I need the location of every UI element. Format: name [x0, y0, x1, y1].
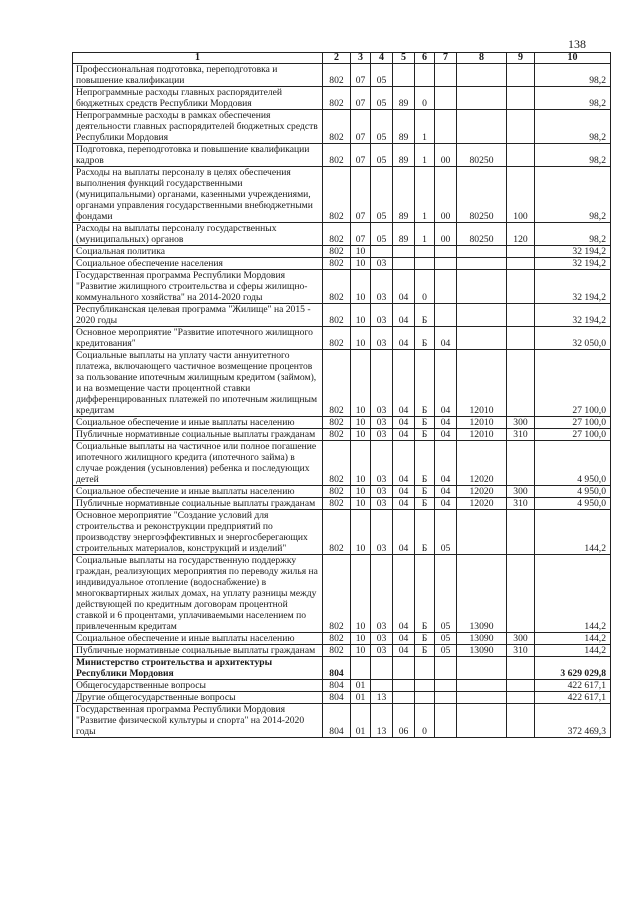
- amount: 144,2: [535, 510, 611, 555]
- page-number: 138: [568, 37, 586, 51]
- code-section: 10: [351, 258, 371, 270]
- header-cell: 10: [535, 53, 611, 64]
- code-subprogram: 1: [415, 223, 435, 246]
- code-direction: 80250: [457, 144, 507, 167]
- code-expense-type: 100: [507, 167, 535, 223]
- code-subprogram: Б: [415, 441, 435, 486]
- code-measure: 05: [435, 510, 457, 555]
- code-admin: 802: [323, 223, 351, 246]
- amount: 32 194,2: [535, 270, 611, 304]
- code-expense-type: [507, 246, 535, 258]
- code-expense-type: [507, 258, 535, 270]
- code-program: 04: [393, 498, 415, 510]
- code-subprogram: [415, 692, 435, 704]
- code-measure: [435, 692, 457, 704]
- row-name: Публичные нормативные социальные выплаты гражданам: [73, 645, 323, 657]
- code-measure: [435, 110, 457, 144]
- code-expense-type: 120: [507, 223, 535, 246]
- code-program: 89: [393, 87, 415, 110]
- code-admin: 802: [323, 258, 351, 270]
- row-name: Публичные нормативные социальные выплаты гражданам: [73, 498, 323, 510]
- code-subprogram: Б: [415, 304, 435, 327]
- code-measure: 04: [435, 498, 457, 510]
- code-program: [393, 680, 415, 692]
- code-subsection: 03: [371, 510, 393, 555]
- code-admin: 802: [323, 510, 351, 555]
- amount: 27 100,0: [535, 429, 611, 441]
- code-direction: 80250: [457, 223, 507, 246]
- amount: 372 469,3: [535, 704, 611, 738]
- table-row: [73, 144, 611, 167]
- amount: 98,2: [535, 144, 611, 167]
- row-name: Социальные выплаты на государственную поддержку граждан, реализующих мероприятия по переводу жилья на индивидуальное отопление (водоснабжение) в многоквартирных жилых домах, на уплату разницы между действующей по кредитным договорам процентной ставкой и 6 процентами, уплачиваемыми населением по привлеченным кредитам: [73, 555, 323, 633]
- row-name: Государственная программа Республики Мордовия "Развитие физической культуры и спорта" на 2014-2020 годы: [73, 704, 323, 738]
- table-row: [73, 304, 611, 327]
- code-program: 06: [393, 704, 415, 738]
- amount: 144,2: [535, 555, 611, 633]
- code-admin: 802: [323, 167, 351, 223]
- table-row: [73, 246, 611, 258]
- code-direction: [457, 87, 507, 110]
- code-subprogram: Б: [415, 417, 435, 429]
- amount: 98,2: [535, 167, 611, 223]
- table-row: [73, 223, 611, 246]
- table-row: [73, 350, 611, 417]
- code-measure: 04: [435, 327, 457, 350]
- amount: 27 100,0: [535, 350, 611, 417]
- code-direction: 80250: [457, 167, 507, 223]
- code-admin: 802: [323, 417, 351, 429]
- code-expense-type: [507, 64, 535, 87]
- code-subsection: 03: [371, 327, 393, 350]
- code-section: 01: [351, 680, 371, 692]
- code-measure: 05: [435, 645, 457, 657]
- amount: 422 617,1: [535, 692, 611, 704]
- code-measure: [435, 304, 457, 327]
- code-admin: 802: [323, 350, 351, 417]
- code-section: 01: [351, 704, 371, 738]
- code-section: 07: [351, 110, 371, 144]
- code-section: 10: [351, 633, 371, 645]
- code-measure: [435, 657, 457, 680]
- code-program: [393, 657, 415, 680]
- code-direction: [457, 304, 507, 327]
- amount: 98,2: [535, 87, 611, 110]
- code-subsection: [371, 657, 393, 680]
- code-direction: [457, 327, 507, 350]
- code-direction: [457, 704, 507, 738]
- code-direction: [457, 657, 507, 680]
- code-subprogram: 0: [415, 270, 435, 304]
- code-direction: 13090: [457, 645, 507, 657]
- row-name: Расходы на выплаты персоналу в целях обеспечения выполнения функций государственными (муниципальными) органами, казенными учреждениями, органами управления государственными внебюджетными фондами: [73, 167, 323, 223]
- row-name: Социальное обеспечение и иные выплаты населению: [73, 417, 323, 429]
- code-program: 04: [393, 304, 415, 327]
- code-admin: 802: [323, 87, 351, 110]
- row-name: Основное мероприятие "Развитие ипотечного жилищного кредитования": [73, 327, 323, 350]
- amount: 32 194,2: [535, 246, 611, 258]
- table-row: [73, 167, 611, 223]
- code-admin: 804: [323, 692, 351, 704]
- code-admin: 802: [323, 144, 351, 167]
- code-subsection: 03: [371, 350, 393, 417]
- code-program: 04: [393, 441, 415, 486]
- code-subsection: 03: [371, 486, 393, 498]
- amount: 98,2: [535, 64, 611, 87]
- code-program: [393, 64, 415, 87]
- code-admin: 804: [323, 680, 351, 692]
- code-expense-type: [507, 350, 535, 417]
- code-direction: 12020: [457, 441, 507, 486]
- row-name: Республиканская целевая программа "Жилище" на 2015 - 2020 годы: [73, 304, 323, 327]
- code-program: 89: [393, 110, 415, 144]
- code-expense-type: [507, 441, 535, 486]
- code-measure: [435, 680, 457, 692]
- code-measure: [435, 64, 457, 87]
- header-cell: 2: [323, 53, 351, 64]
- code-direction: 12020: [457, 498, 507, 510]
- code-direction: [457, 246, 507, 258]
- code-admin: 802: [323, 270, 351, 304]
- code-program: 89: [393, 167, 415, 223]
- row-name: Социальные выплаты на уплату части аннуитетного платежа, включающего частичное возмещение процентов за пользование ипотечным жилищным кредитом (займом), и на возмещение части процентной ставки дифференцированных платежей по ипотечным жилищным кредитам: [73, 350, 323, 417]
- code-section: 10: [351, 417, 371, 429]
- code-section: 07: [351, 144, 371, 167]
- code-admin: 802: [323, 246, 351, 258]
- code-program: [393, 258, 415, 270]
- code-expense-type: [507, 704, 535, 738]
- table-row: [73, 510, 611, 555]
- code-program: 89: [393, 144, 415, 167]
- code-subsection: 03: [371, 633, 393, 645]
- row-name: Публичные нормативные социальные выплаты гражданам: [73, 429, 323, 441]
- row-name: Непрограммные расходы в рамках обеспечения деятельности главных распорядителей бюджетных средств Республики Мордовия: [73, 110, 323, 144]
- code-measure: 04: [435, 486, 457, 498]
- budget-table: [72, 52, 611, 738]
- code-subsection: 03: [371, 304, 393, 327]
- code-direction: [457, 680, 507, 692]
- code-program: 04: [393, 429, 415, 441]
- code-subsection: 05: [371, 223, 393, 246]
- code-section: 07: [351, 87, 371, 110]
- amount: 98,2: [535, 110, 611, 144]
- code-program: 04: [393, 417, 415, 429]
- table-row: [73, 498, 611, 510]
- row-name: Социальная политика: [73, 246, 323, 258]
- code-section: 10: [351, 555, 371, 633]
- table-row: [73, 692, 611, 704]
- code-expense-type: [507, 304, 535, 327]
- code-admin: 802: [323, 486, 351, 498]
- amount: 98,2: [535, 223, 611, 246]
- code-subsection: 03: [371, 417, 393, 429]
- code-admin: 802: [323, 441, 351, 486]
- code-expense-type: 310: [507, 429, 535, 441]
- code-subsection: 13: [371, 692, 393, 704]
- code-measure: 00: [435, 144, 457, 167]
- code-section: 07: [351, 223, 371, 246]
- code-subprogram: 1: [415, 167, 435, 223]
- row-name: Расходы на выплаты персоналу государственных (муниципальных) органов: [73, 223, 323, 246]
- code-direction: [457, 510, 507, 555]
- code-measure: [435, 704, 457, 738]
- code-expense-type: [507, 692, 535, 704]
- code-program: 04: [393, 555, 415, 633]
- code-section: 10: [351, 304, 371, 327]
- header-cell: 4: [371, 53, 393, 64]
- row-name: Государственная программа Республики Мордовия "Развитие жилищного строительства и сферы жилищно-коммунального хозяйства" на 2014-2020 годы: [73, 270, 323, 304]
- code-subprogram: Б: [415, 633, 435, 645]
- amount: 32 194,2: [535, 258, 611, 270]
- row-name: Основное мероприятие "Создание условий для строительства и реконструкции предприятий по производству энергоэффективных и энергосберегающих строительных материалов, конструкций и изделий": [73, 510, 323, 555]
- row-name: Социальное обеспечение и иные выплаты населению: [73, 633, 323, 645]
- code-section: 10: [351, 429, 371, 441]
- row-name: Профессиональная подготовка, переподготовка и повышение квалификации: [73, 64, 323, 87]
- code-program: 04: [393, 486, 415, 498]
- code-program: 04: [393, 270, 415, 304]
- code-admin: 802: [323, 429, 351, 441]
- code-admin: 802: [323, 327, 351, 350]
- code-subsection: 03: [371, 498, 393, 510]
- table-row: [73, 633, 611, 645]
- table-row: [73, 64, 611, 87]
- code-expense-type: [507, 327, 535, 350]
- code-expense-type: [507, 270, 535, 304]
- code-subsection: 03: [371, 258, 393, 270]
- code-subprogram: Б: [415, 350, 435, 417]
- code-direction: 12010: [457, 417, 507, 429]
- code-measure: [435, 270, 457, 304]
- code-expense-type: [507, 555, 535, 633]
- code-section: 10: [351, 327, 371, 350]
- code-subprogram: Б: [415, 498, 435, 510]
- row-name: Социальное обеспечение населения: [73, 258, 323, 270]
- table-row: [73, 657, 611, 680]
- code-section: 10: [351, 246, 371, 258]
- code-direction: [457, 270, 507, 304]
- code-expense-type: [507, 110, 535, 144]
- code-admin: 804: [323, 657, 351, 680]
- code-subprogram: Б: [415, 510, 435, 555]
- code-subprogram: [415, 680, 435, 692]
- code-expense-type: 300: [507, 486, 535, 498]
- code-subprogram: [415, 258, 435, 270]
- header-cell: 7: [435, 53, 457, 64]
- row-name: Социальные выплаты на частичное или полное погашение ипотечного жилищного кредита (ипотечного займа) в случае рождения (усыновления) ребенка и последующих детей: [73, 441, 323, 486]
- code-admin: 802: [323, 498, 351, 510]
- code-measure: [435, 87, 457, 110]
- code-program: 04: [393, 350, 415, 417]
- amount: 4 950,0: [535, 498, 611, 510]
- code-direction: 13090: [457, 633, 507, 645]
- code-expense-type: [507, 144, 535, 167]
- amount: 4 950,0: [535, 441, 611, 486]
- code-measure: 04: [435, 429, 457, 441]
- code-measure: 00: [435, 167, 457, 223]
- code-subsection: 03: [371, 429, 393, 441]
- header-cell: 8: [457, 53, 507, 64]
- code-subprogram: Б: [415, 429, 435, 441]
- code-measure: 04: [435, 350, 457, 417]
- amount: 32 194,2: [535, 304, 611, 327]
- amount: 3 629 029,8: [535, 657, 611, 680]
- code-direction: [457, 110, 507, 144]
- code-section: 10: [351, 486, 371, 498]
- table-row: [73, 429, 611, 441]
- code-admin: 802: [323, 633, 351, 645]
- code-subsection: 05: [371, 87, 393, 110]
- code-expense-type: [507, 680, 535, 692]
- code-subsection: [371, 680, 393, 692]
- code-program: [393, 246, 415, 258]
- code-subsection: 03: [371, 645, 393, 657]
- header-cell: 3: [351, 53, 371, 64]
- header-cell: 1: [73, 53, 323, 64]
- code-direction: [457, 64, 507, 87]
- code-subsection: 03: [371, 555, 393, 633]
- code-admin: 802: [323, 645, 351, 657]
- code-subsection: [371, 246, 393, 258]
- code-section: 10: [351, 350, 371, 417]
- table-row: [73, 110, 611, 144]
- table-row: [73, 645, 611, 657]
- code-subprogram: Б: [415, 645, 435, 657]
- table-row: [73, 327, 611, 350]
- table-row: [73, 441, 611, 486]
- code-admin: 804: [323, 704, 351, 738]
- code-measure: 04: [435, 417, 457, 429]
- code-subsection: 05: [371, 110, 393, 144]
- code-measure: 00: [435, 223, 457, 246]
- code-subsection: 03: [371, 270, 393, 304]
- code-section: 07: [351, 167, 371, 223]
- code-expense-type: [507, 87, 535, 110]
- code-subprogram: [415, 657, 435, 680]
- code-subprogram: [415, 64, 435, 87]
- code-subprogram: 0: [415, 704, 435, 738]
- amount: 422 617,1: [535, 680, 611, 692]
- code-expense-type: 300: [507, 633, 535, 645]
- code-section: [351, 657, 371, 680]
- amount: 32 050,0: [535, 327, 611, 350]
- amount: 27 100,0: [535, 417, 611, 429]
- code-program: 04: [393, 327, 415, 350]
- code-subsection: 05: [371, 167, 393, 223]
- amount: 4 950,0: [535, 486, 611, 498]
- code-section: 10: [351, 510, 371, 555]
- code-subprogram: 0: [415, 87, 435, 110]
- code-subprogram: Б: [415, 327, 435, 350]
- header-row: [73, 53, 611, 64]
- header-cell: 5: [393, 53, 415, 64]
- code-subprogram: Б: [415, 555, 435, 633]
- table-row: [73, 555, 611, 633]
- code-program: [393, 692, 415, 704]
- code-section: 10: [351, 645, 371, 657]
- code-subprogram: [415, 246, 435, 258]
- code-program: 04: [393, 645, 415, 657]
- table-row: [73, 87, 611, 110]
- code-subsection: 05: [371, 64, 393, 87]
- code-subsection: 13: [371, 704, 393, 738]
- amount: 144,2: [535, 645, 611, 657]
- code-expense-type: 310: [507, 498, 535, 510]
- code-direction: 12010: [457, 429, 507, 441]
- code-expense-type: [507, 510, 535, 555]
- table-row: [73, 417, 611, 429]
- code-subprogram: Б: [415, 486, 435, 498]
- table-row: [73, 680, 611, 692]
- row-name: Социальное обеспечение и иные выплаты населению: [73, 486, 323, 498]
- code-program: 04: [393, 510, 415, 555]
- code-measure: 05: [435, 633, 457, 645]
- table-body: [73, 64, 611, 738]
- row-name: Общегосударственные вопросы: [73, 680, 323, 692]
- header-cell: 9: [507, 53, 535, 64]
- table-row: [73, 258, 611, 270]
- code-section: 10: [351, 270, 371, 304]
- code-program: 89: [393, 223, 415, 246]
- table-row: [73, 704, 611, 738]
- amount: 144,2: [535, 633, 611, 645]
- row-name: Непрограммные расходы главных распорядителей бюджетных средств Республики Мордовия: [73, 87, 323, 110]
- code-measure: 05: [435, 555, 457, 633]
- code-program: 04: [393, 633, 415, 645]
- code-expense-type: 310: [507, 645, 535, 657]
- code-measure: 04: [435, 441, 457, 486]
- table-row: [73, 270, 611, 304]
- code-direction: 12020: [457, 486, 507, 498]
- code-expense-type: 300: [507, 417, 535, 429]
- code-direction: [457, 258, 507, 270]
- code-section: 10: [351, 441, 371, 486]
- row-name: Подготовка, переподготовка и повышение квалификации кадров: [73, 144, 323, 167]
- code-subsection: 03: [371, 441, 393, 486]
- code-subsection: 05: [371, 144, 393, 167]
- code-measure: [435, 258, 457, 270]
- row-name: Другие общегосударственные вопросы: [73, 692, 323, 704]
- row-name: Министерство строительства и архитектуры Республики Мордовия: [73, 657, 323, 680]
- header-cell: 6: [415, 53, 435, 64]
- code-section: 07: [351, 64, 371, 87]
- code-subprogram: 1: [415, 144, 435, 167]
- table-row: [73, 486, 611, 498]
- code-subprogram: 1: [415, 110, 435, 144]
- code-admin: 802: [323, 110, 351, 144]
- code-direction: [457, 692, 507, 704]
- code-expense-type: [507, 657, 535, 680]
- code-section: 01: [351, 692, 371, 704]
- code-admin: 802: [323, 304, 351, 327]
- code-direction: 12010: [457, 350, 507, 417]
- code-admin: 802: [323, 64, 351, 87]
- code-section: 10: [351, 498, 371, 510]
- code-admin: 802: [323, 555, 351, 633]
- code-direction: 13090: [457, 555, 507, 633]
- code-measure: [435, 246, 457, 258]
